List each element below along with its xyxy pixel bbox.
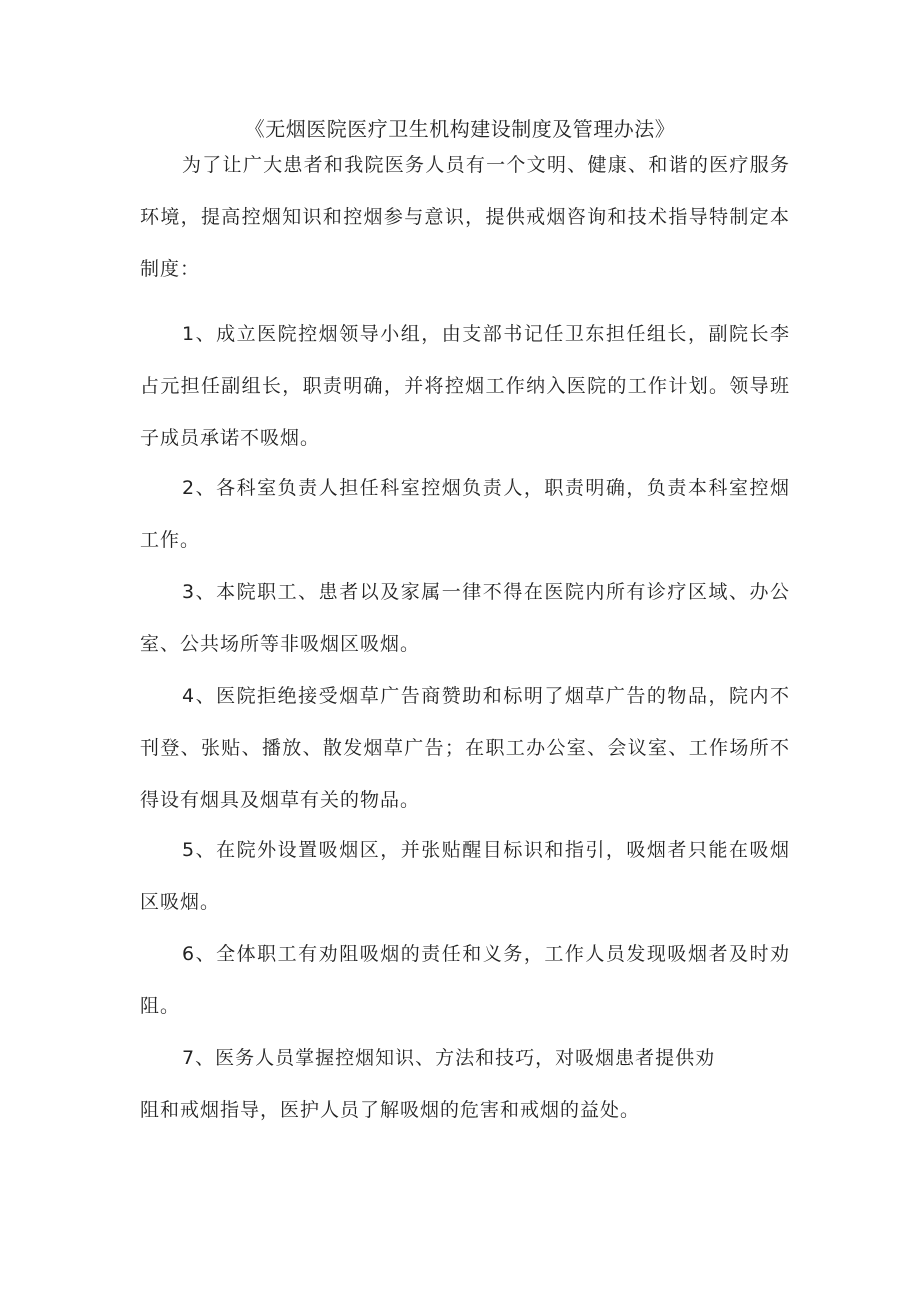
rule-item-7: 7、医务人员掌握控烟知识、方法和技巧，对吸烟患者提供劝 bbox=[182, 1047, 716, 1069]
rule-item-3: 3、本院职工、患者以及家属一律不得在医院内所有诊疗区域、办公室、公共场所等非吸烟区吸烟。 bbox=[140, 581, 790, 655]
document-title: 《无烟医院医疗卫生机构建设制度及管理办法》 bbox=[244, 117, 676, 141]
rule-item-7-continuation: 阻和戒烟指导，医护人员了解吸烟的危害和戒烟的益处。 bbox=[140, 1099, 641, 1121]
rule-item-2: 2、各科室负责人担任科室控烟负责人，职责明确，负责本科室控烟工作。 bbox=[140, 477, 790, 551]
rule-item-5: 5、在院外设置吸烟区，并张贴醒目标识和指引，吸烟者只能在吸烟区吸烟。 bbox=[140, 839, 790, 913]
rule-item-6: 6、全体职工有劝阻吸烟的责任和义务，工作人员发现吸烟者及时劝阻。 bbox=[140, 943, 790, 1017]
rule-item-4: 4、医院拒绝接受烟草广告商赞助和标明了烟草广告的物品，院内不刊登、张贴、播放、散发烟草广告；在职工办公室、会议室、工作场所不得设有烟具及烟草有关的物品。 bbox=[140, 685, 790, 811]
intro-paragraph: 为了让广大患者和我院医务人员有一个文明、健康、和谐的医疗服务环境，提高控烟知识和控烟参与意识，提供戒烟咨询和技术指导特制定本制度： bbox=[140, 154, 790, 280]
rule-item-1: 1、成立医院控烟领导小组，由支部书记任卫东担任组长，副院长李占元担任副组长，职责明确，并将控烟工作纳入医院的工作计划。领导班子成员承诺不吸烟。 bbox=[140, 323, 790, 449]
